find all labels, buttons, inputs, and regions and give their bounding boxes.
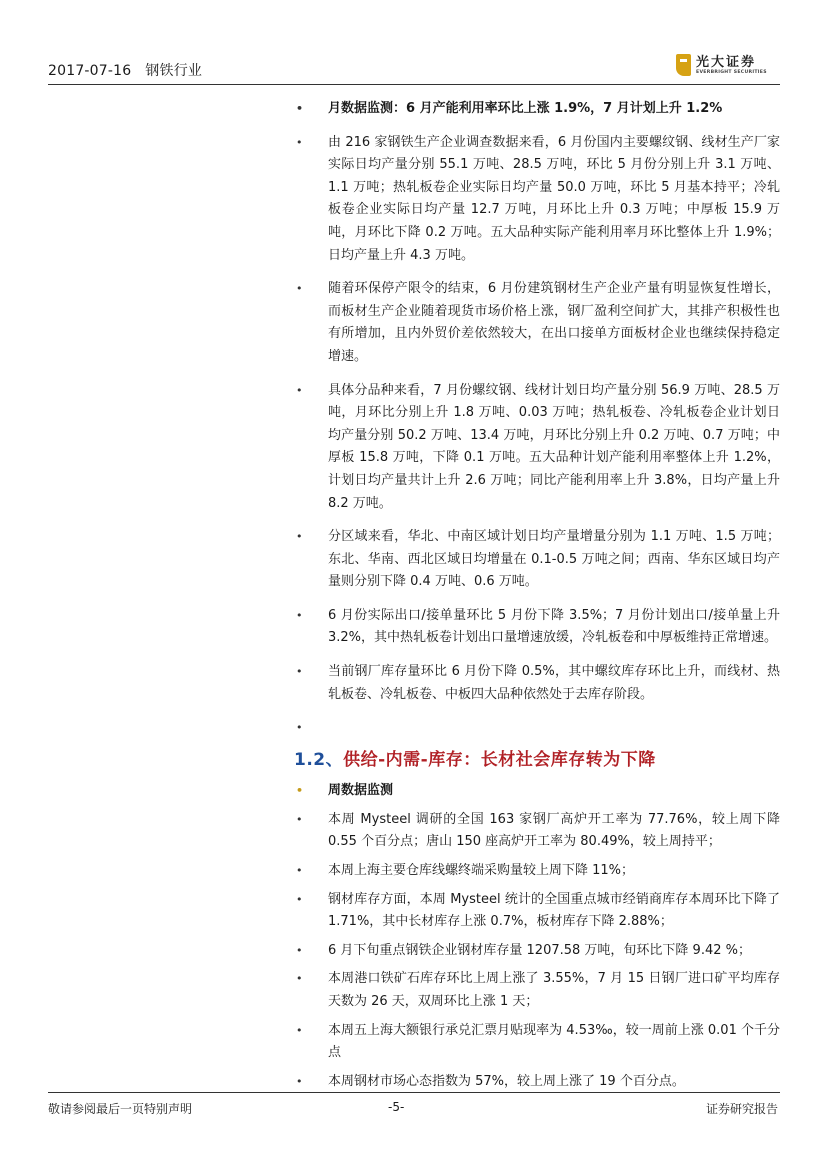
bullet-icon: • (296, 135, 303, 149)
disclaimer-notice: 敬请参阅最后一页特别声明 (48, 1102, 193, 1116)
bullet-icon: • (296, 812, 303, 826)
list-item: • 本周港口铁矿石库存环比上周上涨了 3.55%，7 月 15 日钢厂进口矿平均库存天数为 26 天，双周环比上涨 1 天； (292, 968, 780, 1013)
page-number: -5- (388, 1100, 405, 1114)
list-item: • 本周 Mysteel 调研的全国 163 家钢厂高炉开工率为 77.76%，较上周下降 0.55 个百分点；唐山 150 座高炉开工率为 80.49%，较上周持平； (292, 809, 780, 854)
bullet-icon: • (296, 972, 303, 986)
list-item: • 当前钢厂库存量环比 6 月份下降 0.5%，其中螺纹库存环比上升，而线材、热轧板卷、冷轧板卷、中板四大品种依然处于去库存阶段。 (292, 661, 780, 706)
section-title (294, 745, 780, 770)
list-item: • 本周上海主要仓库线螺终端采购量较上周下降 11%； (292, 860, 780, 883)
list-item: • 钢材库存方面，本周 Mysteel 统计的全国重点城市经销商库存本周环比下降了 1.71%，其中长材库存上涨 0.7%，板材库存下降 2.88%； (292, 889, 780, 934)
page-header (48, 44, 780, 85)
section-title-text: 供给-内需-库存：长材社会库存转为下降 (343, 750, 656, 771)
empty-list-item (292, 717, 780, 739)
bullet-icon: • (296, 1074, 303, 1088)
weekly-monitoring-heading: • 周数据监测 (292, 780, 780, 803)
logo-mark-icon (676, 54, 691, 76)
page-footer (48, 1092, 780, 1119)
list-item: • 6 月下旬重点钢铁企业钢材库存量 1207.58 万吨，旬环比下降 9.42 %； (292, 940, 780, 963)
bullet-icon: • (296, 608, 303, 622)
report-type: 证券研究报告 (705, 1102, 778, 1116)
bullet-icon: • (296, 721, 303, 735)
list-item: • 本周钢材市场心态指数为 57%，较上周上涨了 19 个百分点。 (292, 1071, 780, 1094)
section-number: 1.2、 (294, 750, 344, 771)
list-item: • 具体分品种来看，7 月份螺纹钢、线材计划日均产量分别 56.9 万吨、28.5 万吨，月环比分别上升 1.8 万吨、0.03 万吨；热轧板卷、冷轧板卷企业计划日均产量分别 50.2 万吨、13.4 万吨，月环比分别上升 0.2 万吨、0.7 万吨；中厚板 15.8 万吨，下降 0.1 万吨。五大品种计划产能利用率整体上升 1.2%，计划日均产量共计上升 2.6 万吨；同比产能利用率上升 3.8%，日均产量上升 8.2 万吨。 (292, 380, 780, 516)
report-date-industry: 2017-07-16 钢铁行业 (48, 63, 203, 79)
bullet-icon: • (296, 892, 303, 906)
main-content (292, 98, 780, 1099)
bullet-icon: • (296, 784, 304, 798)
monthly-monitoring-heading: • 月数据监测：6 月产能利用率环比上涨 1.9%，7 月计划上升 1.2% (292, 98, 780, 121)
bullet-icon: • (296, 1023, 303, 1037)
list-item: • 随着环保停产限令的结束，6 月份建筑钢材生产企业产量有明显恢复性增长，而板材生产企业随着现货市场价格上涨，钢厂盈利空间扩大，其排产积极性也有所增加，且内外贸价差依然较大，在出口接单方面板材企业也继续保持稳定增速。 (292, 278, 780, 368)
bullet-icon: • (296, 102, 304, 115)
brand-logo (676, 52, 774, 80)
list-item: • 6 月份实际出口/接单量环比 5 月份下降 3.5%；7 月份计划出口/接单量上升 3.2%，其中热轧板卷计划出口量增速放缓，冷轧板卷和中厚板维持正常增速。 (292, 605, 780, 650)
bullet-icon: • (296, 530, 303, 544)
bullet-icon: • (296, 943, 303, 957)
list-item: • 本周五上海大额银行承兑汇票月贴现率为 4.53‰，较一周前上涨 0.01 个千分点 (292, 1020, 780, 1065)
bullet-icon: • (296, 864, 303, 878)
logo-english-name: EVERBRIGHT SECURITIES (696, 70, 767, 75)
bullet-icon: • (296, 665, 303, 679)
bullet-icon: • (296, 282, 303, 296)
logo-chinese-name: 光大证券 (696, 55, 757, 70)
list-item: • 分区域来看，华北、中南区域计划日均产量增量分别为 1.1 万吨、1.5 万吨；东北、华南、西北区域日均增量在 0.1-0.5 万吨之间；西南、华东区域日均产量则分别下降 0.4 万吨、0.6 万吨。 (292, 526, 780, 594)
bullet-icon: • (296, 383, 303, 397)
list-item: • 由 216 家钢铁生产企业调查数据来看，6 月份国内主要螺纹钢、线材生产厂家实际日均产量分别 55.1 万吨、28.5 万吨，环比 5 月份分别上升 3.1 万吨、1.1 万吨；热轧板卷企业实际日均产量 50.0 万吨，环比 5 月基本持平；冷轧板卷企业实际日均产量 12.7 万吨，月环比上升 0.3 万吨；中厚板 15.9 万吨，月环比下降 0.2 万吨。五大品种实际产能利用率月环比整体上升 1.9%；日均产量上升 4.3 万吨。 (292, 132, 780, 268)
